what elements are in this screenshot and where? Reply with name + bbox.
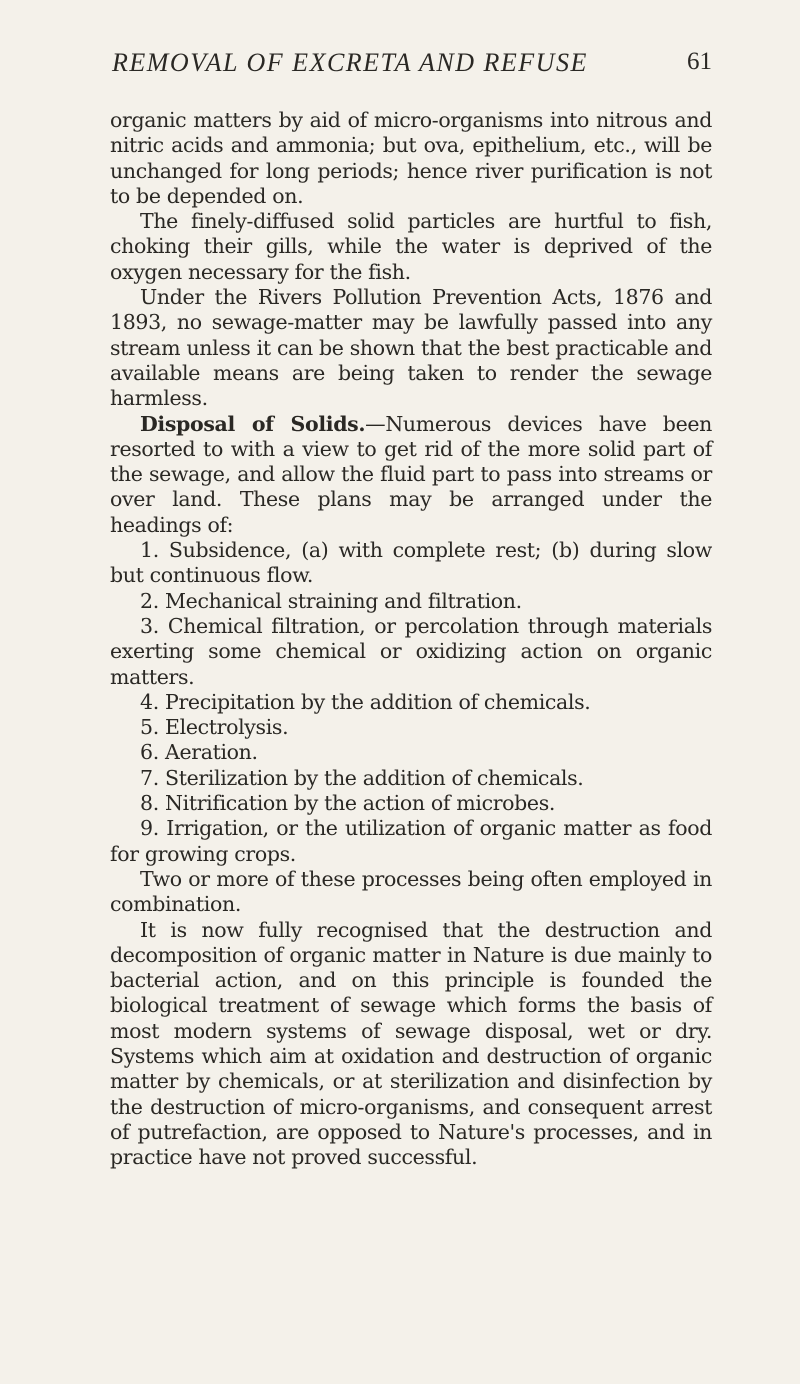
- section-heading: Disposal of Solids.: [140, 411, 366, 436]
- paragraph-disposal-of-solids: [110, 412, 712, 538]
- paragraph-fish: The finely-diffused solid particles are hurtful to fish, choking their gills, while the water is deprived of the oxygen necessary for the fish.: [110, 209, 712, 284]
- paragraph-continuation: organic matters by aid of micro-organisms into nitrous and nitric acids and ammonia; but ova, epithelium, etc., will be unchanged for long periods; hence river purification is not to be depended on.: [110, 108, 712, 208]
- list-item: 2. Mechanical straining and filtration.: [140, 588, 522, 613]
- body-text: [110, 108, 712, 1170]
- running-head: [112, 48, 712, 88]
- list-item: 9. Irrigation, or the utilization of organic matter as food for growing crops.: [110, 816, 712, 866]
- list-item: 4. Precipitation by the addition of chemicals.: [140, 689, 591, 714]
- running-title: REMOVAL OF EXCRETA AND REFUSE: [112, 48, 588, 77]
- list-item: 6. Aeration.: [140, 740, 258, 765]
- list-item: 5. Electrolysis.: [140, 715, 289, 740]
- paragraph-rivers-acts: Under the Rivers Pollution Prevention Acts, 1876 and 1893, no sewage-matter may be lawfully passed into any stream unless it can be shown that the best practicable and available means are being taken to render the sewage harmless.: [110, 285, 712, 411]
- list-item: 8. Nitrification by the action of microbes.: [140, 791, 556, 816]
- section-text: —Numerous devices have been resorted to with a view to get rid of the more solid part of the sewage, and allow the fluid part to pass into streams or over land. These plans may be arranged under the headings of:: [110, 411, 712, 537]
- paragraph-bacterial-action: It is now fully recognised that the destruction and decomposition of organic matter in Nature is due mainly to bacterial action, and on this principle is founded the biological treatment of sewage which forms the basis of most modern systems of sewage disposal, wet or dry. Systems which aim at oxidation and destruction of organic matter by chemicals, or at sterilization and disinfection by the destruction of micro-organisms, and consequent arrest of putrefaction, are opposed to Nature's processes, and in practice have not proved successful.: [110, 917, 712, 1170]
- paragraph-combination: Two or more of these processes being often employed in combination.: [110, 866, 712, 917]
- list-item: 1. Subsidence, (a) with complete rest; (b) during slow but continuous flow.: [110, 538, 712, 588]
- page-number: 61: [687, 48, 712, 75]
- list-item: 7. Sterilization by the addition of chemicals.: [140, 765, 584, 790]
- list-item: 3. Chemical filtration, or percolation through materials exerting some chemical or oxidizing action on organic matters.: [110, 613, 712, 689]
